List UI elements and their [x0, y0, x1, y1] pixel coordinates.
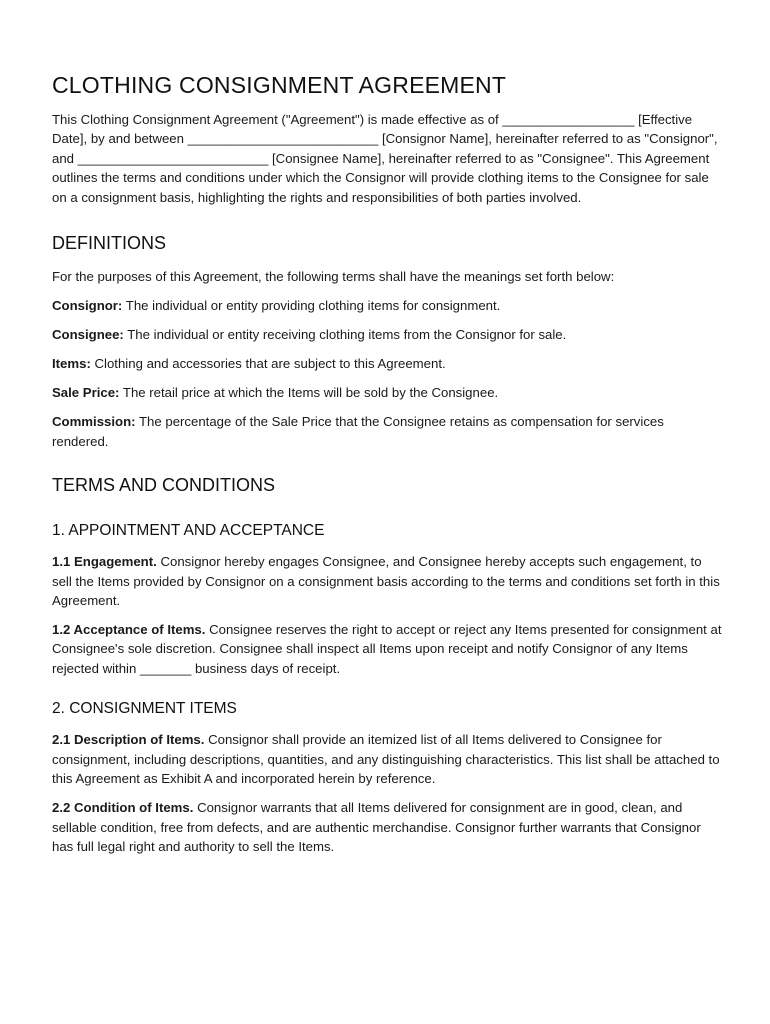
- section-heading: 1. APPOINTMENT AND ACCEPTANCE: [52, 522, 325, 540]
- terms-heading: TERMS AND CONDITIONS: [52, 475, 276, 496]
- clause-2-1: [52, 730, 722, 788]
- section-heading: 2. CONSIGNMENT ITEMS: [52, 700, 237, 718]
- clause-text: Consignee reserves the right to accept or reject any Items presented for consignment at Consignee's sole discretion. Consignee shall inspect all Items upon receipt and notify Consignor of any Items rejected within _______ business days of receipt.: [52, 622, 722, 676]
- clause-term: 2.1 Description of Items.: [52, 732, 205, 748]
- definition-commission: [52, 412, 722, 451]
- clause-text: Consignor hereby engages Consignee, and Consignee hereby accepts such engagement, to sell the Items provided by Consignor on a consignment basis according to the terms and conditions set forth in this Agreement.: [52, 554, 720, 609]
- clause-1-2: [52, 620, 722, 678]
- document-title: CLOTHING CONSIGNMENT AGREEMENT: [52, 72, 507, 98]
- clause-term: 1.2 Acceptance of Items.: [52, 622, 206, 638]
- definition-consignee: [52, 325, 722, 344]
- definition-term: Consignee:: [52, 327, 124, 343]
- clause-term: 1.1 Engagement.: [52, 554, 157, 570]
- definition-items: [52, 354, 722, 373]
- document-content: [52, 70, 722, 856]
- definition-text: Clothing and accessories that are subject to this Agreement.: [94, 356, 446, 372]
- clause-term: 2.2 Condition of Items.: [52, 800, 194, 816]
- definition-consignor: [52, 296, 722, 315]
- definition-term: Sale Price:: [52, 385, 120, 401]
- definition-text: The individual or entity providing clothing items for consignment.: [125, 298, 501, 314]
- definition-text: The percentage of the Sale Price that the Consignee retains as compensation for services rendered.: [52, 414, 664, 449]
- definition-term: Commission:: [52, 414, 136, 430]
- definitions-lead: For the purposes of this Agreement, the following terms shall have the meanings set forth below:: [52, 269, 615, 285]
- clause-text: Consignor warrants that all Items delivered for consignment are in good, clean, and sellable condition, free from defects, and are authentic merchandise. Consignor further warrants that Consignor has full legal right and authority to sell the Items.: [52, 800, 701, 854]
- clause-2-2: [52, 798, 722, 856]
- intro-paragraph: This Clothing Consignment Agreement ("Agreement") is made effective as of __________________ [Effective Date], by and between __________________________ [Consignor Name], hereinafter referred to as "Consignor", and __________________________ [Consignee Name], hereinafter referred to as "Consignee". This Agreement outlines the terms and conditions under which the Consignor will provide clothing items to the Consignee for sale on a consignment basis, highlighting the rights and responsibilities of both parties involved.: [52, 112, 718, 205]
- clause-text: Consignor shall provide an itemized list of all Items delivered to Consignee for consignment, including descriptions, quantities, and any distinguishing characteristics. This list shall be attached to this Agreement as Exhibit A and incorporated herein by reference.: [52, 732, 720, 787]
- clause-1-1: [52, 552, 722, 610]
- definitions-heading: DEFINITIONS: [52, 233, 167, 254]
- definition-term: Consignor:: [52, 298, 123, 314]
- definition-text: The retail price at which the Items will be sold by the Consignee.: [122, 385, 499, 401]
- definition-sale-price: [52, 383, 722, 402]
- definition-term: Items:: [52, 356, 91, 372]
- definition-text: The individual or entity receiving clothing items from the Consignor for sale.: [127, 327, 567, 343]
